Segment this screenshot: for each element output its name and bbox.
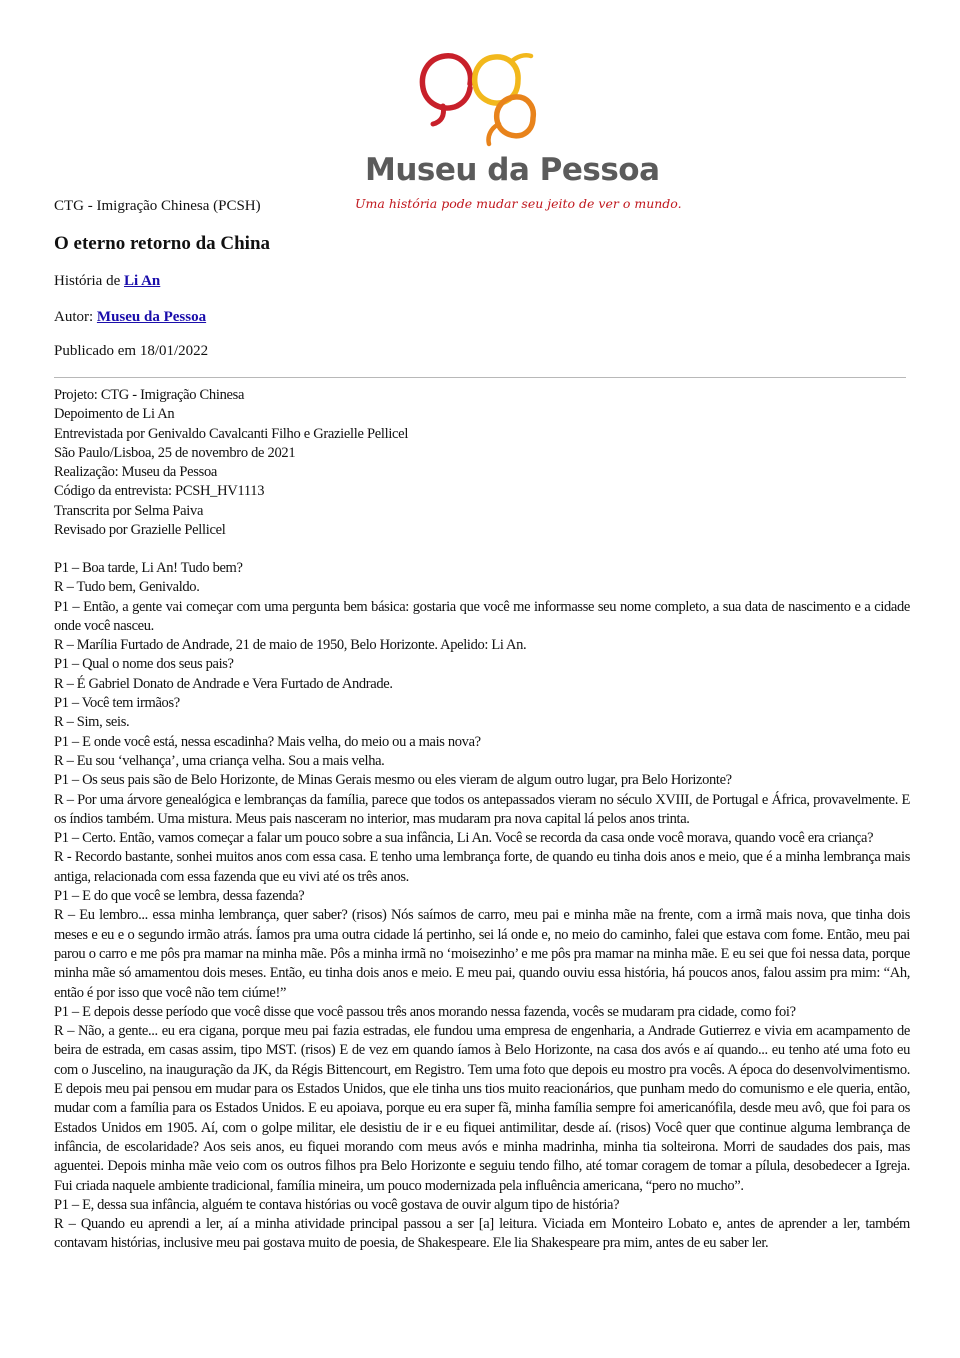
interview-line: R – Sim, seis. [54, 714, 130, 731]
interview-line: R – Por uma árvore genealógica e lembranças da família, parece que todos os antepassados vieram no século XVIII, de Portugal e África, provavelmente. E os índios também. Uma mistura. Meus pais nasceram no interior, mas mudaram pra nova capital lá pelos anos trinta. [54, 791, 910, 827]
page-title: O eterno retorno da China [54, 233, 271, 254]
interview-line: P1 – Então, a gente vai começar com uma pergunta bem básica: gostaria que você me informasse seu nome completo, a sua data de nascimento e a cidade onde você nasceu. [54, 598, 910, 634]
interview-line: P1 – E depois desse período que você disse que você passou três anos morando nessa fazenda, vocês se mudaram pra cidade, como foi? [54, 1003, 796, 1020]
interview-line: P1 – Certo. Então, vamos começar a falar um pouco sobre a sua infância, Li An. Você se recorda da casa onde você morava, quando você era criança? [54, 830, 874, 847]
interview-transcript [54, 559, 910, 1254]
interview-line: P1 – Boa tarde, Li An! Tudo bem? [54, 560, 243, 576]
interview-line: R – Tudo bem, Genivaldo. [54, 579, 200, 596]
credit-line: Entrevistada por Genivaldo Cavalcanti Filho e Grazielle Pellicel [54, 425, 409, 442]
interview-line: P1 – E onde você está, nessa escadinha? Mais velha, do meio ou a mais nova? [54, 733, 481, 750]
interview-line: R - Recordo bastante, sonhei muitos anos com essa casa. E tenho uma lembrança forte, de quando eu tinha dois anos e meio, que é a minha lembrança mais antiga, relacionada com essa fazenda que eu vivi até os três anos. [54, 849, 910, 885]
interview-line: P1 – E, dessa sua infância, alguém te contava histórias ou você gostava de ouvir algum tipo de história? [54, 1196, 620, 1213]
credit-line: Código da entrevista: PCSH_HV1113 [54, 483, 265, 500]
history-person-link[interactable]: Li An [123, 273, 161, 289]
credit-line: São Paulo/Lisboa, 25 de novembro de 2021 [54, 444, 296, 461]
history-line [54, 273, 160, 290]
history-label: História de [54, 273, 121, 289]
divider [54, 377, 906, 378]
logo-tagline: Uma história pode mudar seu jeito de ver o mundo. [355, 196, 682, 211]
author-label: Autor: [54, 309, 94, 325]
interview-line: P1 – Você tem irmãos? [54, 695, 180, 712]
author-line [54, 309, 206, 326]
interview-line: P1 – E do que você se lembra, dessa fazenda? [54, 888, 305, 905]
interview-line: P1 – Qual o nome dos seus pais? [54, 656, 234, 673]
credit-line: Realização: Museu da Pessoa [54, 464, 218, 481]
credit-line: Transcrita por Selma Paiva [54, 502, 204, 519]
credit-line: Depoimento de Li An [54, 406, 175, 423]
interview-line: R – Eu lembro... essa minha lembrança, quer saber? (risos) Nós saímos de carro, meu pai e minha mãe na frente, com a irmã mais nova, que tinha dois meses e eu e o segundo irmão atrás. Íamos pra uma outra cidade lá pertinho, sei lá onde e, no meio do caminho, falei que estava com fome. Então, meu pai parou o carro e me pôs pra mamar na minha mãe. Pôs a minha irmã no ‘moisezinho’ e me pôs pra mamar na minha mãe. E eu sei que foi nessa data, porque minha mãe só amamentou dois meses. Então, eu tinha dois anos e meio. E meu pai, quando ouviu essa história, há poucos anos, falou assim pra mim: “Ah, então é por isso que você não tem ciúme!” [54, 907, 910, 1001]
rings-logo-icon [415, 40, 555, 152]
museu-da-pessoa-logo [355, 40, 682, 211]
author-link[interactable]: Museu da Pessoa [96, 309, 207, 325]
interview-line: R – Quando eu aprendi a ler, aí a minha atividade principal passou a ser [a] leitura. Viciada em Monteiro Lobato e, antes de aprender a ler, também contavam histórias, inclusive meu pai gostava muito de poesia, de Shakespeare. Ele lia Shakespeare pra mim, antes de eu saber ler. [54, 1216, 910, 1252]
interview-line: P1 – Os seus pais são de Belo Horizonte, de Minas Gerais mesmo ou eles vieram de algum outro lugar, pra Belo Horizonte? [54, 772, 732, 789]
interview-line: R – É Gabriel Donato de Andrade e Vera Furtado de Andrade. [54, 675, 393, 692]
logo-wordmark: Museu da Pessoa [365, 152, 660, 188]
published-date: Publicado em 18/01/2022 [54, 343, 209, 359]
interview-line: R – Não, a gente... eu era cigana, porque meu pai fazia estradas, ele fundou uma empresa de engenharia, a Andrade Gutierrez e vivia em acampamento de beira de estrada, em casas assim, tipo MST. (risos) E de vez em quando íamos à Belo Horizonte, na casa dos avós e aí quando... eu tenho até uma foto eu com o Juscelino, na inauguração da JK, da Régis Bittencourt, em Registro. Tem uma foto que depois eu mostro pra vocês. A época do desenvolvimentismo. E depois meu pai pensou em mudar para os Estados Unidos, que ele tinha uns tios muito reacionários, que punham medo do comunismo e ele queria, então, mudar com a família para os Estados Unidos. E eu apoiava, porque eu era super fã, minha família sempre foi americanófila, desde meu avô, que foi para os Estados Unidos em 1905. Aí, com o golpe militar, ele desistiu de ir e eu fiquei antimilitar, desde aí. (risos) Você quer que continue alguma lembrança de infância, de escolaridade? Aos seis anos, eu fiquei morando com meus avós e minha madrinha, minha tia solteirona. Morri de saudades dos pais, mas aguentei. Depois minha mãe veio com os outros filhos pra Belo Horizonte e seguiu tendo filho, até tomar coragem de tomar a pílula, desobedecer a Igreja. Fui criada naquele ambiente tradicional, família mineira, um pouco modernizada pela influência americana, “pero no mucho”. [54, 1023, 910, 1194]
project-tag: CTG - Imigração Chinesa (PCSH) [54, 198, 261, 214]
interview-line: R – Eu sou ‘velhança’, uma criança velha. Sou a mais velha. [54, 752, 385, 769]
credit-line: Revisado por Grazielle Pellicel [54, 522, 226, 539]
credit-line: Projeto: CTG - Imigração Chinesa [54, 387, 245, 403]
interview-line: R – Marília Furtado de Andrade, 21 de maio de 1950, Belo Horizonte. Apelido: Li An. [54, 637, 527, 654]
credits-block [54, 386, 408, 540]
